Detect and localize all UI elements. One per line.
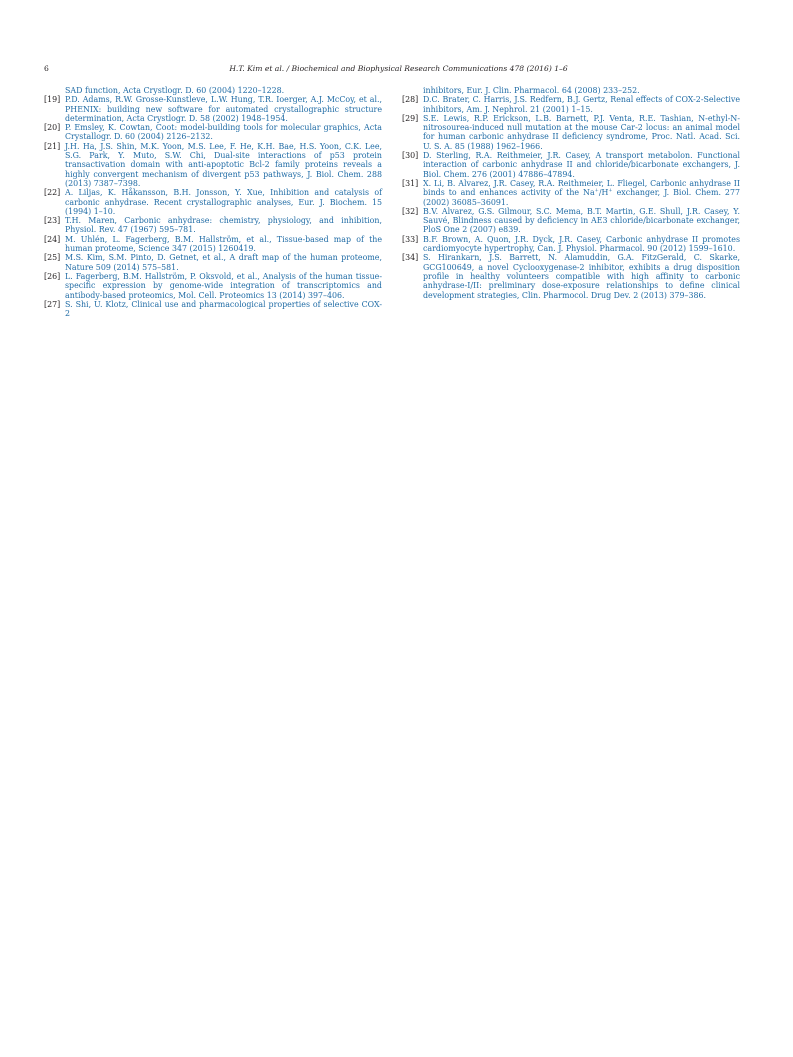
reference-link[interactable]: S.E. Lewis, R.P. Erickson, L.B. Barnett, P.J. Venta, R.E. Tashian, N-ethyl-N-nitrosourea-induced null mutation at the mouse Car-2 locus: an animal model for human carbonic anhydrase II deficiency syndrome, Proc. Natl. Acad. Sci. U. S. A. 85 (1988) 1962–1966. — [423, 113, 740, 151]
reference-number: [28] — [402, 95, 419, 105]
reference-number: [32] — [402, 206, 419, 216]
reference-link[interactable]: M.S. Kim, S.M. Pinto, D. Getnet, et al., A draft map of the human proteome, Nature 509 (2014) 575–581. — [65, 253, 382, 272]
reference-number: [19] — [44, 95, 61, 105]
reference-link[interactable] — [423, 179, 740, 207]
reference-text-part: X. Li, B. Alvarez, J.R. Casey, R.A. Reithmeier, L. Fliegel, Carbonic anhydrase II binds to and enhances activity of the Na — [423, 178, 740, 198]
reference-link[interactable]: L. Fagerberg, B.M. Hallström, P. Oksvold, et al., Analysis of the human tissue-specific expression by genome-wide integration of transcriptomics and antibody-based proteomics, Mol. Cell. Proteomics 13 (2014) 397–406. — [65, 271, 382, 300]
reference-23 — [44, 216, 382, 235]
reference-number: [20] — [44, 123, 61, 133]
page-number: 6 — [44, 64, 49, 73]
reference-30 — [402, 151, 740, 179]
running-head: H.T. Kim et al. / Biochemical and Biophysical Research Communications 478 (2016) 1–6 — [229, 64, 568, 73]
reference-link[interactable]: D.C. Brater, C. Harris, J.S. Redfern, B.J. Gertz, Renal effects of COX-2-Selective inhibitors, Am. J. Nephrol. 21 (2001) 1–15. — [423, 95, 740, 114]
reference-29 — [402, 114, 740, 151]
superscript-plus: + — [594, 187, 599, 194]
reference-number: [34] — [402, 253, 419, 263]
reference-link[interactable]: B.V. Alvarez, G.S. Gilmour, S.C. Mema, B.T. Martin, G.E. Shull, J.R. Casey, Y. Sauvé, Blindness caused by deficiency in AE3 chloride/bicarbonate exchanger, PloS One 2 (2007) e839. — [423, 206, 740, 235]
reference-continuation[interactable]: inhibitors, Eur. J. Clin. Pharmacol. 64 (2008) 233–252. — [423, 86, 640, 95]
reference-link[interactable]: P.D. Adams, R.W. Grosse-Kunstleve, L.W. Hung, T.R. Ioerger, A.J. McCoy, et al., PHENIX: building new software for automated crystallographic structure determination, Acta Crystlogr. D. 58 (2002) 1948–1954. — [65, 95, 382, 123]
reference-number: [29] — [402, 113, 419, 123]
reference-link[interactable]: J.H. Ha, J.S. Shin, M.K. Yoon, M.S. Lee, F. He, K.H. Bae, H.S. Yoon, C.K. Lee, S.G. Park, Y. Muto, S.W. Chi, Dual-site interactions of p53 protein transactivation domain with anti-apoptotic Bcl-2 family proteins reveals a highly convergent mechanism of divergent p53 pathways, J. Biol. Chem. 288 (2013) 7387–7398. — [65, 141, 382, 188]
reference-27 — [44, 300, 382, 319]
reference-number: [30] — [402, 151, 419, 161]
reference-link[interactable]: A. Liljas, K. Håkansson, B.H. Jonsson, Y. Xue, Inhibition and catalysis of carbonic anhydrase. Recent crystallographic analyses, Eur. J. Biochem. 15 (1994) 1–10. — [65, 188, 382, 216]
reference-link[interactable]: M. Uhlén, L. Fagerberg, B.M. Hallström, et al., Tissue-based map of the human proteome, Science 347 (2015) 1260419. — [65, 234, 382, 254]
reference-link[interactable]: B.F. Brown, A. Quon, J.R. Dyck, J.R. Casey, Carbonic anhydrase II promotes cardiomyocyte hypertrophy, Can. J. Physiol. Pharmacol. 90 (2012) 1599–1610. — [423, 234, 740, 254]
reference-26 — [44, 272, 382, 300]
reference-34 — [402, 253, 740, 299]
page-header — [44, 62, 753, 76]
reference-28 — [402, 95, 740, 114]
reference-25 — [44, 253, 382, 272]
reference-31 — [402, 179, 740, 207]
reference-continuation[interactable]: SAD function, Acta Crystlogr. D. 60 (2004) 1220–1228. — [65, 86, 285, 95]
references-right-column — [402, 86, 740, 300]
reference-21 — [44, 142, 382, 188]
reference-text-part: /H — [598, 188, 609, 198]
reference-number: [33] — [402, 234, 419, 244]
reference-link[interactable]: S. Hirankarn, J.S. Barrett, N. Alamuddin, G.A. FitzGerald, C. Skarke, GCG100649, a novel Cyclooxygenase-2 inhibitor, exhibits a drug disposition profile in healthy volunteers compatible with high affinity to carbonic anhydrase-I/II: preliminary dose-exposure relationships to define clinical development strategies, Clin. Pharmocol. Drug Dev. 2 (2013) 379–386. — [423, 253, 740, 300]
reference-32 — [402, 207, 740, 235]
reference-number: [23] — [44, 216, 61, 226]
reference-text-part: exchanger, J. Biol. Chem. 277 (2002) 36085–36091. — [423, 188, 740, 207]
reference-number: [21] — [44, 141, 61, 151]
reference-number: [31] — [402, 178, 419, 188]
reference-19 — [44, 95, 382, 123]
reference-number: [26] — [44, 271, 61, 281]
reference-33 — [402, 235, 740, 254]
superscript-plus: + — [608, 187, 613, 194]
reference-link[interactable]: S. Shi, U. Klotz, Clinical use and pharmacological properties of selective COX-2 — [65, 299, 382, 319]
reference-24 — [44, 235, 382, 254]
reference-20 — [44, 123, 382, 142]
reference-link[interactable]: P. Emsley, K. Cowtan, Coot: model-building tools for molecular graphics, Acta Crystallogr. D. 60 (2004) 2126–2132. — [65, 123, 382, 142]
reference-link[interactable]: D. Sterling, R.A. Reithmeier, J.R. Casey, A transport metabolon. Functional interaction of carbonic anhydrase II and chloride/bicarbonate exchangers, J. Biol. Chem. 276 (2001) 47886–47894. — [423, 151, 740, 179]
reference-link[interactable]: T.H. Maren, Carbonic anhydrase: chemistry, physiology, and inhibition, Physiol. Rev. 47 (1967) 595–781. — [65, 216, 382, 235]
reference-number: [27] — [44, 299, 61, 309]
reference-22 — [44, 188, 382, 216]
references-left-column — [44, 86, 382, 318]
reference-number: [25] — [44, 253, 61, 263]
reference-number: [22] — [44, 188, 61, 198]
reference-number: [24] — [44, 234, 61, 244]
